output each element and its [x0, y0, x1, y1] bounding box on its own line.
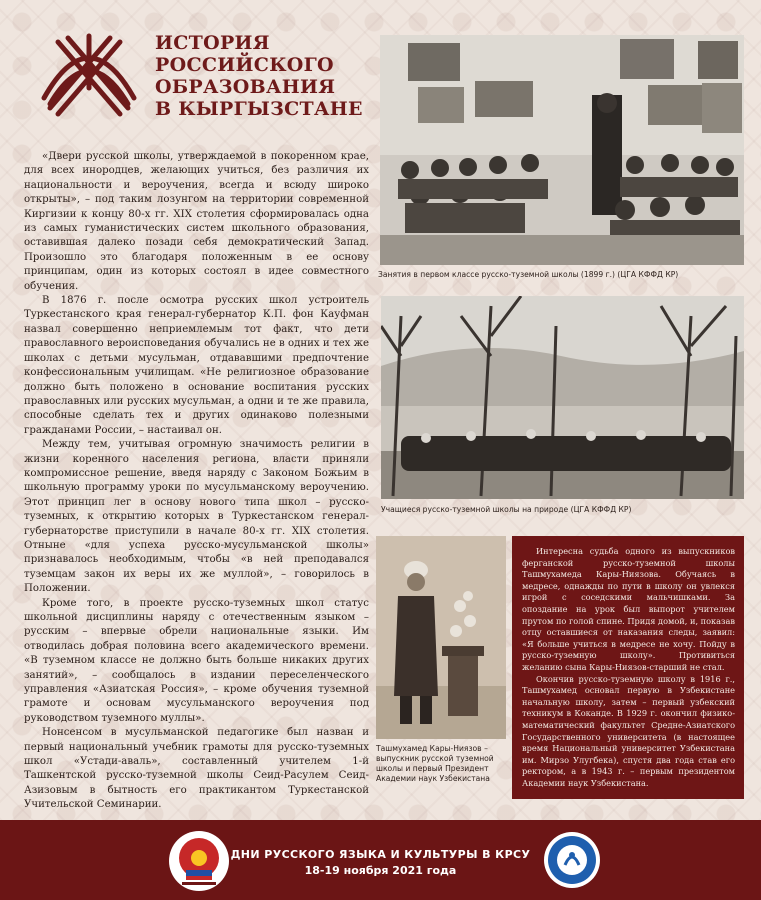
portrait-photo-caption: Ташмухамед Кары-Ниязов – выпускник русской туземной школы и первый Президент Академии наук Узбекистана: [376, 744, 494, 783]
paragraph: Кроме того, в проекте русско-туземных школ статус школьной дисциплины наряду с отечественным языком – русским – впервые обрели национальные языки. Им отводилась добрая половина всего академического времени. «В туземном классе не должно быть больше никаких других занятий», – сообщалось в издании переселенческого управления «Азиатская Россия», – кроме обучения туземной грамоте и основам мусульманского вероучения под руководством туземного муллы».: [24, 597, 369, 724]
paragraph: Между тем, учитывая огромную значимость религии в жизни коренного населения региона, власти приняли компромиссное решение, введя наряду с Законом Божьим в школьную программу уроки по мусульманскому вероучению. Этот принцип лег в основу нового типа школ – русско-туземных, к открытию которых в Туркестанском генерал-губернаторстве приступили в начале 80-х гг. XIX столетия. Отныне «для успеха русско-мусульманской школы» признавалось необходимым, чтобы «в ней преподавался туземцам закон их веры их же муллой», – говорилось в Положении.: [24, 439, 369, 595]
outdoor-photo-caption: Учащиеся русско-туземной школы на природе (ЦГА КФФД КР): [381, 505, 632, 514]
footer-event-title: ДНИ РУССКОГО ЯЗЫКА И КУЛЬТУРЫ В КРСУ: [230, 848, 531, 861]
outdoor-photo: [381, 296, 744, 499]
classroom-photo-caption: Занятия в первом классе русско-туземной школы (1899 г.) (ЦГА КФФД КР): [378, 270, 679, 279]
main-article: [24, 150, 369, 813]
tunduk-logo-icon: [36, 28, 142, 124]
bio-paragraph: Интересна судьба одного из выпускников ферганской русско-туземной школы Ташмухамеда Кары-Ниязова. Обучаясь в медресе, однажды по пути в школу он увлекся игрой с соседскими мальчишками. За опоздание на урок был выпорот учителем прутом по голой спине. Придя домой, и, показав отцу оставшиеся от наказания следы, заявил: «Я больше учиться в медресе не хочу. Пойду в русско-туземную школу». Противиться желанию сына Кары-Ниязов-старший не стал.: [522, 546, 735, 672]
title-line: ИСТОРИЯ: [155, 32, 270, 54]
paragraph: «Двери русской школы, утверждаемой в покоренном крае, для всех инородцев, желающих учиться, без различия их национальности и вероучения, всегда и всюду широко открыты», – под таким лозунгом на территории современной Киргизии к концу 80-х гг. XIX столетия сформировалась одна из самых гуманистических систем школьного образования, оставившая далеко позади себя демократический Запад. Произошло это благодаря положенным в ее основу принципам, один из которых состоял в идее совместного обучения.: [24, 151, 369, 292]
portrait-photo: [376, 536, 506, 739]
biography-box: [512, 536, 744, 799]
title-line: ОБРАЗОВАНИЯ: [155, 76, 336, 98]
paragraph: В 1876 г. после осмотра русских школ устроитель Туркестанского края генерал-губернатор К.П. фон Кауфман назвал совершенно неприемлемым тот факт, что дети православного вероисповедания обучались не в одних и тех же школах с детьми мусульман, отдававшими предпочтение конфессиональным училищам. «Не религиозное образование должно быть положено в основание воспитания русских православных или русских мусульман, а одни и те же правила, способные сделать тех и других одинаково полезными гражданами России, – настаивал он.: [24, 295, 369, 436]
page-title: [155, 32, 370, 120]
krsu-emblem-icon: [168, 830, 230, 892]
footer-event-dates: 18-19 ноября 2021 года: [304, 864, 457, 877]
title-line: РОССИЙСКОГО: [155, 54, 334, 76]
paragraph: Нонсенсом в мусульманской педагогике был назван и первый национальный учебник грамоты для русско-туземных школ «Устади-аваль», составленный учителем 1-й Ташкентской русско-туземной школы Сеид-Расулем Сеид-Азизовым в бытность его практикантом Туркестанской Учительской Семинарии.: [24, 727, 369, 811]
bio-paragraph: Окончив русско-туземную школу в 1916 г., Ташмухамед основал первую в Узбекистане начальную школу, затем – первый узбекский техникум в Коканде. В 1929 г. окончил физико-математический факультет Средне-Азиатского Государственного университета (в настоящее время Национальный университет Узбекистана им. Мирзо Улугбека), спустя два года став его ректором, а в 1943 г. – первым президентом Академии наук Узбекистана.: [522, 673, 735, 788]
title-line: В КЫРГЫЗСТАНЕ: [155, 98, 363, 120]
rodina-foundation-emblem-icon: [543, 831, 601, 889]
classroom-photo: [380, 35, 744, 265]
